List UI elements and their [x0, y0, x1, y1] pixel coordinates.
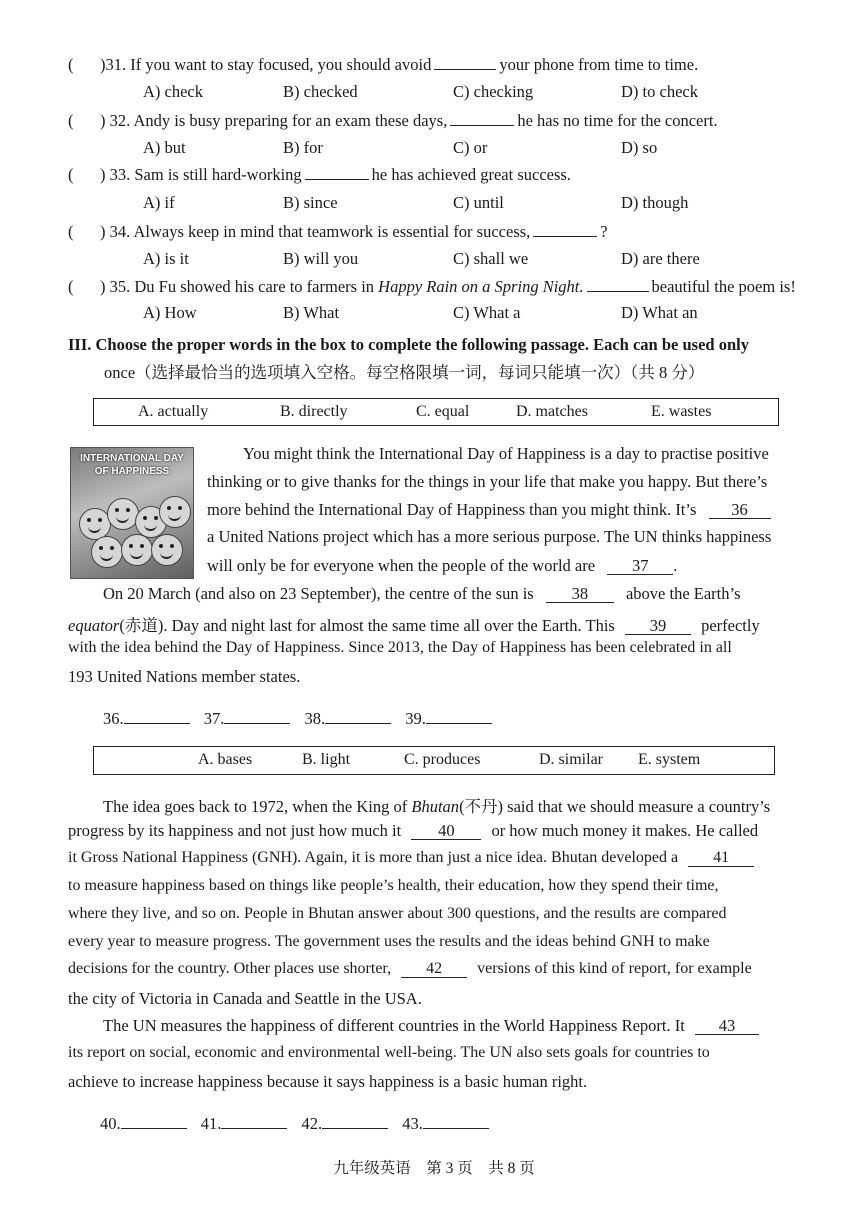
blank-38[interactable]: 38 — [546, 586, 614, 603]
word-box-1: A. actually B. directly C. equal D. matches E. wastes — [93, 398, 779, 426]
smiley-icon — [121, 534, 153, 566]
question-32: ( ) 32. Andy is busy preparing for an exam these days, he has no time for the concert. — [68, 111, 718, 130]
smiley-icon — [159, 496, 191, 528]
passage1-line6: On 20 March (and also on 23 September), the centre of the sun is 38 above the Earth’s — [103, 584, 741, 603]
word-box-2: A. bases B. light C. produces D. similar E. system — [93, 746, 775, 775]
smiley-icon — [91, 536, 123, 568]
answer-blank[interactable] — [533, 222, 597, 237]
happiness-day-photo: INTERNATIONAL DAY OF HAPPINESS — [70, 447, 194, 579]
passage2-line1: The idea goes back to 1972, when the King of Bhutan(不丹) said that we should measure a country’s — [103, 797, 771, 816]
blank-40[interactable]: 40 — [411, 823, 481, 840]
answer-row-36-39: 36. 37. 38. 39. — [103, 709, 502, 729]
question-34: ( ) 34. Always keep in mind that teamwork is essential for success, ? — [68, 222, 608, 241]
passage1-line5: will only be for everyone when the people of the world are 37 . — [207, 556, 678, 575]
answer-row-40-43: 40. 41. 42. 43. — [100, 1114, 499, 1134]
answer-blank[interactable] — [587, 277, 649, 292]
answer-blank[interactable] — [221, 1114, 287, 1129]
passage2-line9: The UN measures the happiness of different countries in the World Happiness Report. It 43 — [103, 1016, 759, 1036]
answer-blank[interactable] — [423, 1114, 489, 1129]
question-33: ( ) 33. Sam is still hard-working he has achieved great success. — [68, 165, 571, 184]
answer-blank[interactable] — [434, 55, 496, 70]
answer-blank[interactable] — [124, 709, 190, 724]
question-31: ( )31. If you want to stay focused, you should avoid your phone from time to time. — [68, 55, 699, 74]
blank-36[interactable]: 36 — [709, 502, 771, 519]
answer-blank[interactable] — [322, 1114, 388, 1129]
answer-blank[interactable] — [426, 709, 492, 724]
answer-blank[interactable] — [121, 1114, 187, 1129]
passage1-line7: equator(赤道). Day and night last for almost the same time all over the Earth. This 39 perfectly — [68, 616, 760, 635]
question-35: ( ) 35. Du Fu showed his care to farmers in Happy Rain on a Spring Night. beautiful the poem is! — [68, 277, 796, 296]
blank-37[interactable]: 37 — [607, 558, 673, 575]
blank-43[interactable]: 43 — [695, 1018, 759, 1035]
smiley-icon — [107, 498, 139, 530]
blank-39[interactable]: 39 — [625, 618, 691, 635]
section-3-title: III. Choose the proper words in the box to complete the following passage. Each can be used only once（选择最恰当的选项填入空格。每空格限填一词，每词只能填一次）（共 8 分） — [68, 335, 749, 382]
passage2-line7: decisions for the country. Other places use shorter, 42 versions of this kind of report, for example — [68, 960, 752, 977]
answer-blank[interactable] — [450, 111, 514, 126]
answer-blank[interactable] — [305, 165, 369, 180]
exam-page: ( )31. If you want to stay focused, you should avoid your phone from time to time. A) check B) checked C) checking D) to check ( ) 32. Andy is busy preparing for an exam these days, he has no time for the concert. A) but B) for C) or D) so ( ) 33. Sam is still hard-working he has achieved great success. A) if B) since C) until D) though ( ) 34. Always keep in mind that teamwork is essential for success, ? A) is it B) will you C) shall we D) are there ( ) 35. Du Fu showed his care to farmers in Happy Rain on a Spring Night. beautiful the poem is! A) How B) What C) What a D) What an III. Choose the proper words in the box to complete the following passage. Each can be used only once（选择最恰当的选项填入空格。每空格限填一词，每词只能填一次）（共 8 分） A. actually B. directly C. equal D. matches E. wastes INTERNATIONAL DAY OF HAPPINESS You might think the International Day of Happiness is a day to practise positive thinking or to give thanks for the things in your life that make you happy. But there’s more behind the International Day of Happiness than you might think. It’s 36 a United Nations project which has a more serious purpose. The UN thinks happiness will only be for everyone when the people of the world are 37 . On 20 March (and also on 23 September), the centre of the sun is 38 above the Earth’s equator(赤道). Day and night last for almost the same time all over the Earth. This 39 perfectly with the idea behind the Day of Happiness. Since 2013, the Day of Happiness has been celebrated in all 193 United Nations member states. 36. 37. 38. 39. A. bases B. light C. produces D. similar E. system The idea goes back to 1972, when the King of Bhutan(不丹) said that we should measure a country’s progress by its happiness and not just how much it 40 or how much money it makes. He called it Gross National Happiness (GNH). Again, it is more than just a nice idea. Bhutan developed a 41 to measure happiness based on things like people’s health, their education, how they spend their time, where they live, and so on. People in Bhutan answer about 300 questions, and the results are compared every year to measure progress. The government uses the results and the ideas behind GNH to make decisions for the country. Other places use shorter, 42 versions of this kind of report, for example the city of Victoria in Canada and Seattle in the USA. The UN measures the happiness of different countries in the World Happiness Report. It 43 its report on social, economic and environmental well-being. The UN also sets goals for countries to achieve to increase happiness because it says happiness is a basic human right. 40. 41. 42. 43. 九年级英语 第 3 页 共 8 页 — [0, 0, 868, 1227]
blank-42[interactable]: 42 — [401, 961, 467, 978]
blank-41[interactable]: 41 — [688, 850, 754, 867]
answer-blank[interactable] — [325, 709, 391, 724]
page-footer: 九年级英语 第 3 页 共 8 页 — [333, 1160, 535, 1177]
passage1-line3: more behind the International Day of Happiness than you might think. It’s 36 — [207, 500, 771, 520]
smiley-icon — [151, 534, 183, 566]
answer-blank[interactable] — [224, 709, 290, 724]
passage2-line2: progress by its happiness and not just how much it 40 or how much money it makes. He called — [68, 821, 759, 840]
passage2-line3: it Gross National Happiness (GNH). Again, it is more than just a nice idea. Bhutan developed a 41 — [68, 849, 754, 867]
